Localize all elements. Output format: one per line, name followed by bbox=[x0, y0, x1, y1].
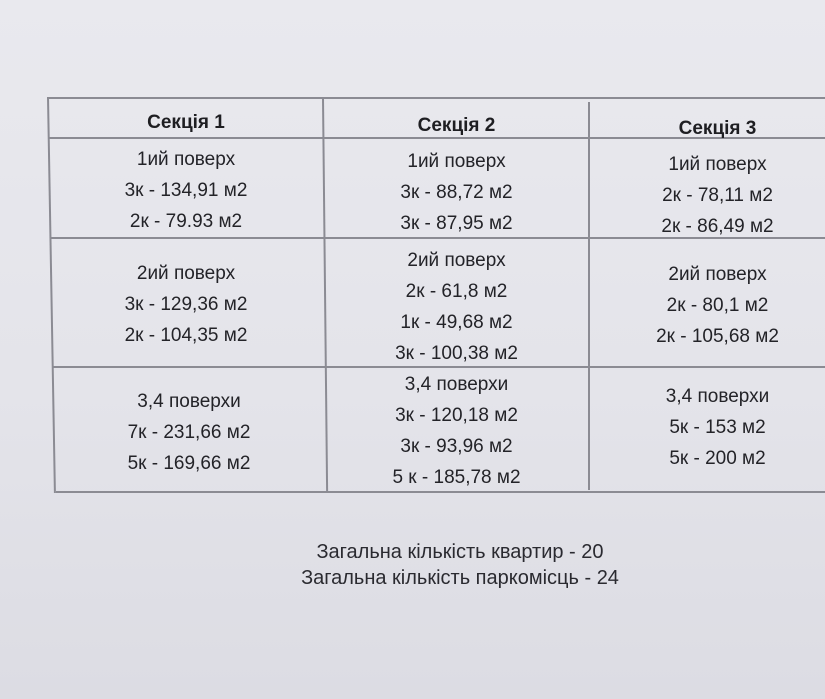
floor-label: 1ий поверх bbox=[136, 149, 236, 170]
apartment-area: 3к - 100,38 м2 bbox=[395, 343, 518, 364]
header-section-2: Секція 2 bbox=[417, 115, 496, 136]
apartment-area: 3к - 129,36 м2 bbox=[124, 294, 248, 315]
cell-floors34-section1 bbox=[53, 386, 325, 479]
parking-total: Загальна кількість паркомісць - 24 bbox=[301, 567, 619, 589]
apartment-area: 2к - 80,1 м2 bbox=[666, 295, 769, 316]
floor-label: 3,4 поверхи bbox=[404, 374, 509, 395]
cell-floor1-section2 bbox=[325, 146, 588, 239]
table-border-top bbox=[47, 97, 825, 99]
floor-label: 2ий поверх bbox=[407, 250, 506, 271]
floor-label: 1ий поверх bbox=[407, 151, 506, 172]
apartment-area: 3к - 93,96 м2 bbox=[400, 436, 513, 457]
cell-floor2-section3 bbox=[590, 259, 825, 352]
floor-label: 3,4 поверхи bbox=[665, 386, 770, 407]
cell-floors34-section2 bbox=[325, 369, 588, 493]
floor-label: 2ий поверх bbox=[136, 263, 236, 284]
apartment-area: 2к - 104,35 м2 bbox=[124, 325, 248, 346]
cell-floors34-section3 bbox=[590, 381, 825, 474]
cell-floor1-section1 bbox=[50, 144, 322, 237]
apartment-area: 5к - 169,66 м2 bbox=[127, 453, 251, 474]
apartment-area: 3к - 88,72 м2 bbox=[400, 182, 513, 203]
cell-floor2-section2 bbox=[325, 245, 588, 369]
floor-label: 2ий поверх bbox=[668, 264, 767, 285]
cell-floor2-section1 bbox=[50, 258, 322, 351]
apartment-area: 2к - 86,49 м2 bbox=[661, 216, 774, 237]
apartment-area: 1к - 49,68 м2 bbox=[400, 312, 513, 333]
header-section-1: Секція 1 bbox=[147, 112, 225, 133]
floor-label: 1ий поверх bbox=[668, 154, 767, 175]
apartment-area: 3к - 120,18 м2 bbox=[395, 405, 518, 426]
apartment-area: 3к - 134,91 м2 bbox=[124, 180, 248, 201]
apartment-area: 3к - 87,95 м2 bbox=[400, 213, 513, 234]
summary-block bbox=[250, 539, 670, 591]
apartment-area: 5к - 200 м2 bbox=[669, 448, 766, 469]
apartment-area: 2к - 61,8 м2 bbox=[405, 281, 508, 302]
cell-floor1-section3 bbox=[590, 149, 825, 242]
apartments-total: Загальна кількість квартир - 20 bbox=[316, 541, 604, 563]
apartment-area: 2к - 78,11 м2 bbox=[662, 185, 773, 206]
apartment-area: 2к - 105,68 м2 bbox=[656, 326, 779, 347]
apartment-area: 7к - 231,66 м2 bbox=[127, 422, 251, 443]
apartment-area: 5к - 153 м2 bbox=[669, 417, 766, 438]
header-section-3: Секція 3 bbox=[678, 118, 757, 139]
apartment-area: 5 к - 185,78 м2 bbox=[392, 467, 521, 488]
apartment-area: 2к - 79.93 м2 bbox=[129, 211, 243, 232]
floor-label: 3,4 поверхи bbox=[137, 391, 241, 412]
